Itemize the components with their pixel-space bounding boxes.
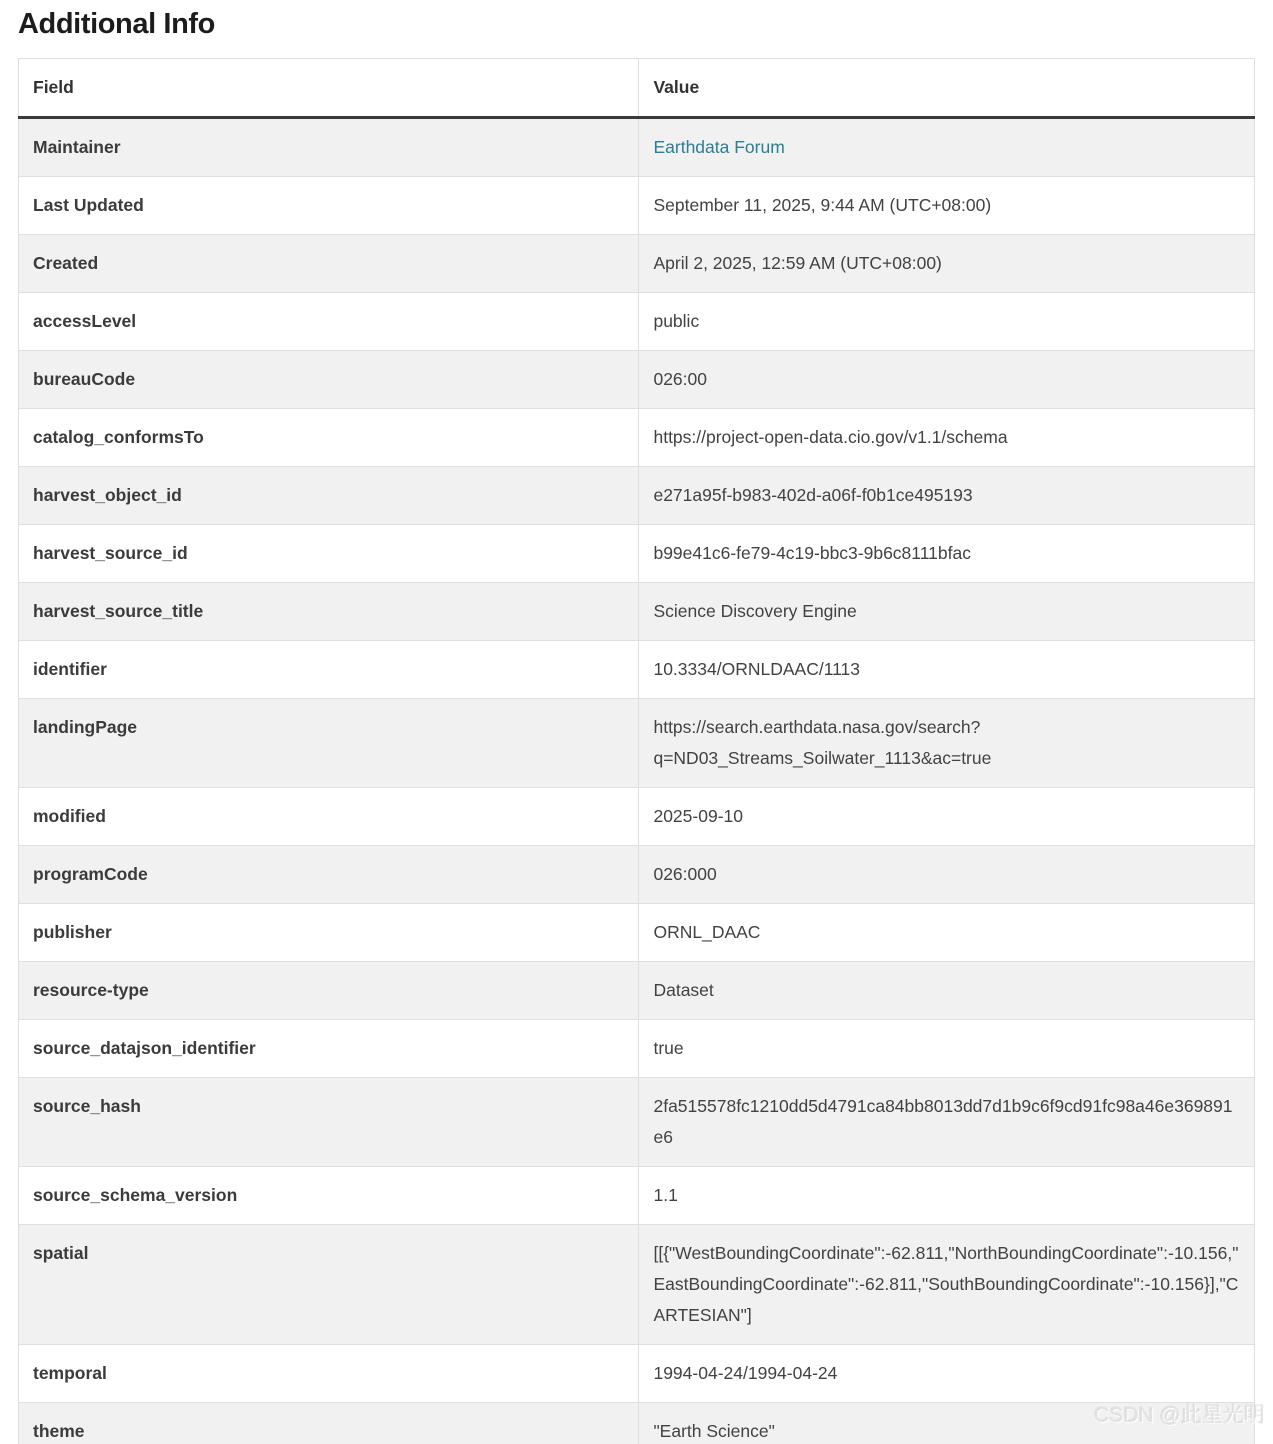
table-row <box>19 583 1255 641</box>
value-cell: public <box>653 311 700 331</box>
table-row <box>19 293 1255 351</box>
field-cell: harvest_source_title <box>19 583 639 641</box>
field-cell: temporal <box>19 1345 639 1403</box>
table-row <box>19 525 1255 583</box>
field-cell: source_datajson_identifier <box>19 1020 639 1078</box>
value-cell: true <box>653 1038 684 1058</box>
page-title: Additional Info <box>18 8 215 40</box>
table-row <box>19 1345 1255 1403</box>
field-cell: accessLevel <box>19 293 639 351</box>
csdn-watermark: CSDN @此星光明 <box>1094 1404 1265 1427</box>
table-row <box>19 235 1255 293</box>
value-cell: 1.1 <box>653 1185 678 1205</box>
table-row <box>19 351 1255 409</box>
additional-info-table <box>18 58 1255 1444</box>
column-header-field: Field <box>19 59 639 118</box>
value-cell: 10.3334/ORNLDAAC/1113 <box>653 659 861 679</box>
table-row <box>19 177 1255 235</box>
field-cell: theme <box>19 1403 639 1444</box>
value-cell: e271a95f-b983-402d-a06f-f0b1ce495193 <box>653 485 973 505</box>
field-cell: Maintainer <box>19 118 639 177</box>
value-cell: September 11, 2025, 9:44 AM (UTC+08:00) <box>653 195 992 215</box>
column-header-value: Value <box>639 59 1255 118</box>
field-cell: Created <box>19 235 639 293</box>
table-row <box>19 1078 1255 1167</box>
value-cell <box>639 118 1255 177</box>
table-row <box>19 1167 1255 1225</box>
field-cell: harvest_object_id <box>19 467 639 525</box>
earthdata-forum-link[interactable]: Earthdata Forum <box>653 137 785 157</box>
table-row <box>19 641 1255 699</box>
field-cell: landingPage <box>19 699 639 788</box>
value-cell: ORNL_DAAC <box>653 922 761 942</box>
table-header <box>19 59 1255 118</box>
table-row <box>19 846 1255 904</box>
value-cell: 026:00 <box>653 369 707 389</box>
table-row <box>19 1225 1255 1345</box>
table-row <box>19 467 1255 525</box>
value-cell: April 2, 2025, 12:59 AM (UTC+08:00) <box>653 253 942 273</box>
table-header-row <box>19 59 1255 118</box>
field-cell: identifier <box>19 641 639 699</box>
field-cell: harvest_source_id <box>19 525 639 583</box>
field-cell: programCode <box>19 846 639 904</box>
value-cell: https://project-open-data.cio.gov/v1.1/schema <box>653 427 1008 447</box>
table-row <box>19 699 1255 788</box>
table-row <box>19 962 1255 1020</box>
value-cell: 026:000 <box>653 864 717 884</box>
table-row <box>19 1403 1255 1444</box>
field-cell: spatial <box>19 1225 639 1345</box>
field-cell: source_schema_version <box>19 1167 639 1225</box>
table-row <box>19 904 1255 962</box>
value-cell: "Earth Science" <box>653 1421 775 1441</box>
value-cell: b99e41c6-fe79-4c19-bbc3-9b6c8111bfac <box>653 543 971 563</box>
value-cell: 1994-04-24/1994-04-24 <box>653 1363 838 1383</box>
table-row <box>19 409 1255 467</box>
field-cell: source_hash <box>19 1078 639 1167</box>
table-row <box>19 1020 1255 1078</box>
table-row <box>19 118 1255 177</box>
field-cell: modified <box>19 788 639 846</box>
value-cell: https://search.earthdata.nasa.gov/search?q=ND03_Streams_Soilwater_1113&ac=true <box>653 717 992 768</box>
value-cell: Dataset <box>653 980 714 1000</box>
field-cell: catalog_conformsTo <box>19 409 639 467</box>
value-cell: Science Discovery Engine <box>653 601 857 621</box>
field-cell: Last Updated <box>19 177 639 235</box>
field-cell: resource-type <box>19 962 639 1020</box>
field-cell: publisher <box>19 904 639 962</box>
value-cell: 2fa515578fc1210dd5d4791ca84bb8013dd7d1b9c6f9cd91fc98a46e369891e6 <box>653 1096 1233 1147</box>
value-cell: 2025-09-10 <box>653 806 743 826</box>
table-body <box>19 118 1255 1444</box>
field-cell: bureauCode <box>19 351 639 409</box>
value-cell: [[{"WestBoundingCoordinate":-62.811,"NorthBoundingCoordinate":-10.156,"EastBoundingCoordinate":-62.811,"SouthBoundingCoordinate":-10.156}],"CARTESIAN"] <box>653 1243 1239 1325</box>
table-row <box>19 788 1255 846</box>
